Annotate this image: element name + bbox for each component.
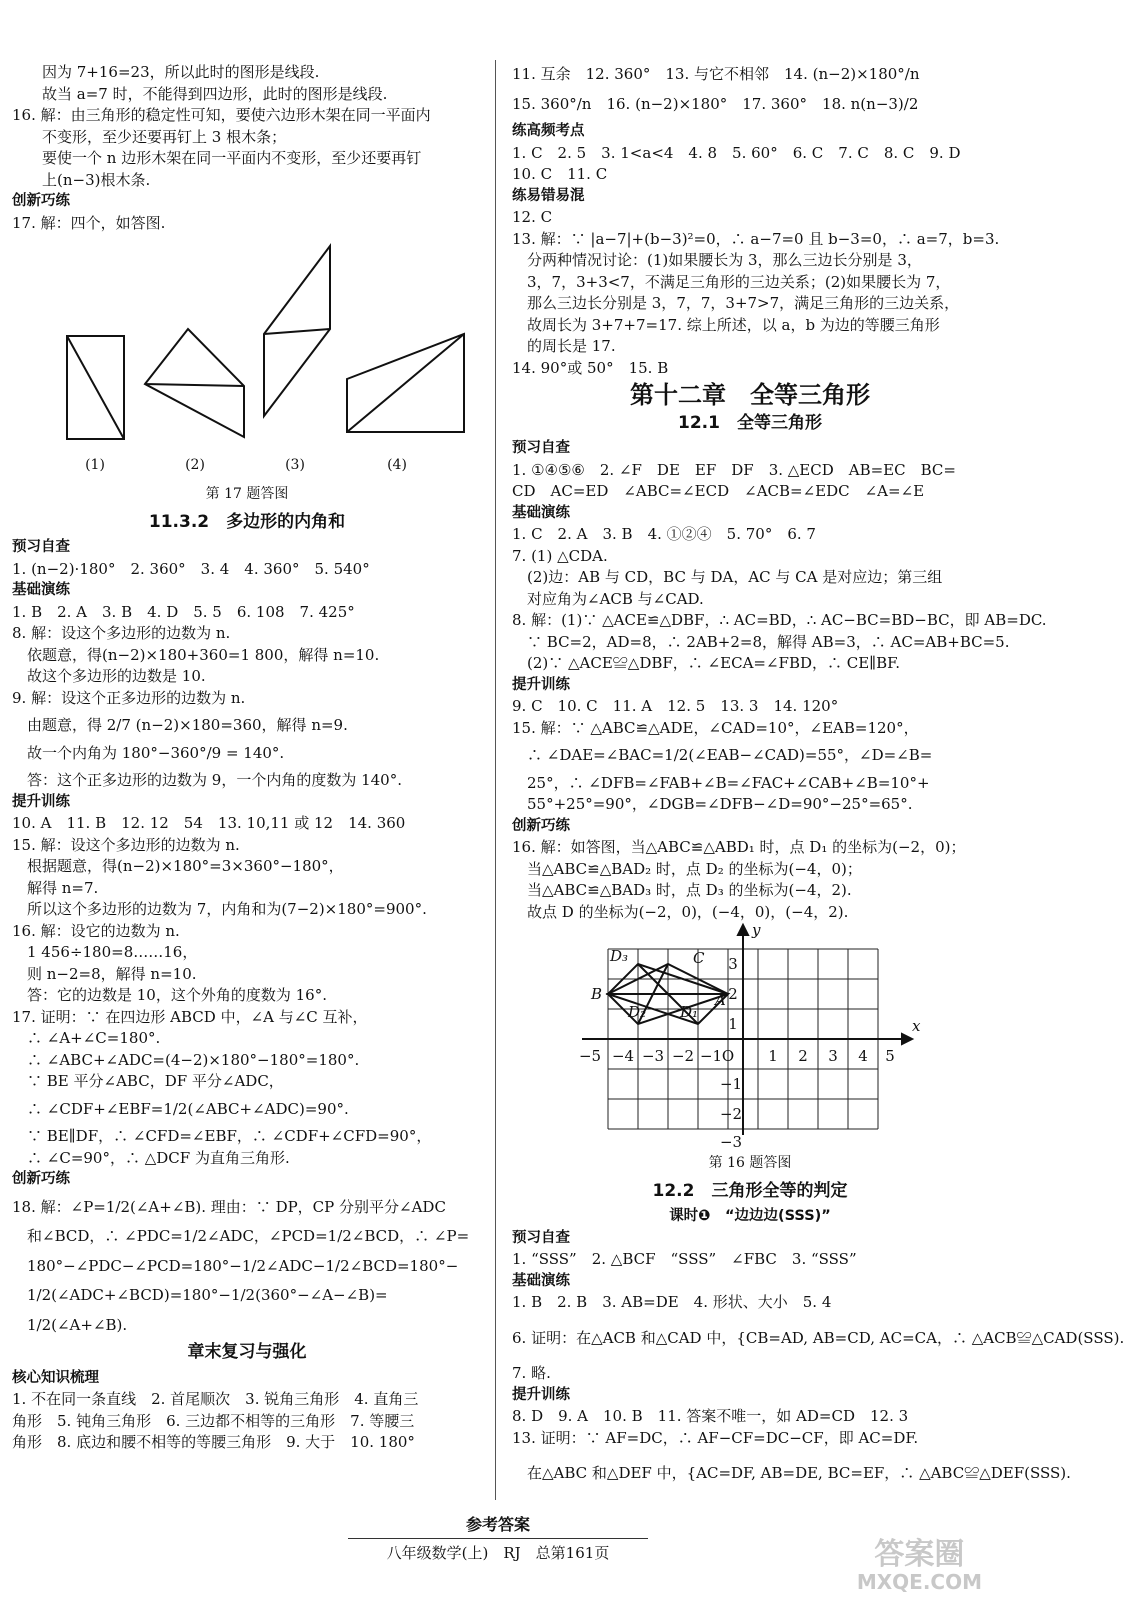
x-tick-label: 5 [885,1047,895,1065]
text-line: 8. 解：设这个多边形的边数为 n. [12,624,231,642]
x-axis-label: x [912,1017,921,1035]
footer-title: 参考答案 [465,1515,530,1534]
right-column [512,62,1124,1499]
point-label: C [693,949,705,967]
text-line: 依题意，得(n−2)×180+360=1 800，解得 n=10. [12,645,380,664]
text-line: 1. “SSS” 2. △BCF “SSS” ∠FBC 3. “SSS” [512,1250,857,1268]
text-line: 17. 证明：∵ 在四边形 ABCD 中，∠A 与∠C 互补， [12,1007,368,1026]
text-line: 10. C 11. C [512,165,608,183]
text-line: 3，7，3+3<7，不满足三角形的三边关系；(2)如果腰长为 7， [512,272,951,291]
text-line: 当△ABC≌△BAD₃ 时，点 D₃ 的坐标为(−4，2). [512,881,852,899]
text-line: 15. 360°/n 16. (n−2)×180° 17. 360° 18. n(n−3)/2 [512,94,919,113]
x-tick-label: −1 [699,1047,723,1065]
figure-16-caption: 第 16 题答图 [708,1155,792,1171]
text-line: 的周长是 17. [512,337,616,355]
x-tick-label: 4 [858,1047,868,1065]
text-line: 11. 互余 12. 360° 13. 与它不相邻 14. (n−2)×180°/n [512,65,920,83]
watermark-logo: 答案圈 [874,1537,965,1572]
text-line: ∵ BE 平分∠ABC，DF 平分∠ADC， [12,1072,284,1090]
text-line: 12. C [512,208,553,226]
column-divider [495,60,496,1500]
text-line: 18. 解：∠P=1/2(∠A+∠B). 理由：∵ DP，CP 分别平分∠ADC [12,1197,446,1216]
text-line: (2)边：AB 与 CD，BC 与 DA，AC 与 CA 是对应边；第三组 [512,568,943,586]
section-heading: 提升训练 [12,793,70,810]
y-tick-label: −1 [719,1075,743,1093]
figure-17-quadrilaterals [12,234,482,484]
shape-2 [145,329,244,437]
page-footer [0,1512,996,1563]
y-tick-label: 2 [728,985,738,1003]
point-label: A [715,991,726,1009]
text-line: 由题意，得 2/7 (n−2)×180=360，解得 n=9. [12,716,348,734]
text-line: 故一个内角为 180°−360°/9 = 140°. [12,743,285,762]
y-tick-label: −2 [719,1105,743,1123]
text-line: ∴ ∠ABC+∠ADC=(4−2)×180°−180°=180°. [12,1050,360,1069]
section-heading: 预习自查 [12,539,70,555]
text-line: 解得 n=7. [12,878,99,897]
text-line: ∵ BC=2，AD=8，∴ 2AB+2=8，解得 AB=3，∴ AC=AB+BC=5. [512,632,1010,651]
watermark [856,1537,982,1594]
y-tick-label: −3 [719,1133,743,1151]
section-title: 12.1 全等三角形 [678,412,822,433]
text-line: 故周长为 3+7+7=17. 综上所述，以 a，b 为边的等腰三角形 [512,315,940,334]
text-line: 7. 略. [512,1364,551,1382]
shape-4 [347,334,464,432]
text-line: 因为 7+16=23，所以此时的图形是线段. [12,63,320,81]
text-line: 180°−∠PDC−∠PCD=180°−1/2∠ADC−1/2∠BCD=180°− [12,1256,459,1275]
text-line: 角形 8. 底边和腰不相等的等腰三角形 9. 大于 10. 180° [12,1433,415,1451]
y-axis-arrow [738,925,748,935]
text-line: ∴ ∠A+∠C=180°. [12,1029,161,1047]
figure-17-caption: 第 17 题答图 [205,486,289,502]
section-heading: 基础演练 [12,582,70,598]
text-line: 17. 解：四个，如答图. [12,213,166,232]
text-line: 和∠BCD，∴ ∠PDC=1/2∠ADC，∠PCD=1/2∠BCD，∴ ∠P= [12,1227,470,1245]
section-heading: 提升训练 [512,676,570,693]
text-line: 14. 90°或 50° 15. B [512,358,669,377]
section-heading: 核心知识梳理 [12,1369,99,1386]
x-tick-label: −3 [641,1047,665,1065]
fig17-label: (4) [387,457,407,473]
point-label: D₂ [628,1003,647,1021]
text-line: 55°+25°=90°，∠DGB=∠DFB−∠D=90°−25°=65°. [512,795,913,813]
footer-rule [348,1538,648,1539]
left-column [12,62,482,1454]
text-line: 9. 解：设这个正多边形的边数为 n. [12,688,246,707]
text-line: 13. 证明：∵ AF=DC，∴ AF−CF=DC−CF，即 AC=DF. [512,1428,919,1447]
chapter-title: 第十二章 全等三角形 [630,381,870,409]
point-label: B [591,985,603,1003]
fig17-label: (1) [85,457,105,473]
point-label: D₃ [610,947,629,965]
text-line: 8. 解：(1)∵ △ACE≌△DBF，∴ AC=BD，∴ AC−BC=BD−BC，即 AB=DC. [512,611,1047,629]
text-line: 根据题意，得(n−2)×180°=3×360°−180°， [12,857,344,875]
text-line: 13. 解：∵ |a−7|+(b−3)²=0，∴ a−7=0 且 b−3=0，∴ a=7，b=3. [512,229,1000,248]
text-line: ∴ ∠CDF+∠EBF=1/2(∠ABC+∠ADC)=90°. [12,1099,349,1118]
text-line: 那么三边长分别是 3，7，7，3+7>7，满足三角形的三边关系， [512,294,960,312]
text-line: 1. C 2. 5 3. 1<a<4 4. 8 5. 60° 6. C 7. C 8. C 9. D [512,143,961,162]
origin-label: O [721,1047,735,1065]
x-tick-label: 3 [828,1047,838,1065]
text-line: 9. C 10. C 11. A 12. 5 13. 3 14. 120° [512,697,839,715]
text-line: 则 n−2=8，解得 n=10. [12,964,197,983]
text-line: ∵ BE∥DF，∴ ∠CFD=∠EBF，∴ ∠CDF+∠CFD=90°， [12,1127,432,1145]
text-line: 1/2(∠ADC+∠BCD)=180°−1/2(360°−∠A−∠B)= [12,1286,388,1304]
text-line: (2)∵ △ACE≌△DBF，∴ ∠ECA=∠FBD，∴ CE∥BF. [512,654,900,672]
text-line: 当△ABC≌△BAD₂ 时，点 D₂ 的坐标为(−4，0)； [512,859,862,878]
fig17-label: (2) [185,457,205,473]
y-tick-label: 3 [728,955,738,973]
x-tick-label: −2 [671,1047,695,1065]
text-line: 答：这个正多边形的边数为 9，一个内角的度数为 140°. [12,771,402,789]
watermark-url: MXQE.COM [856,1570,982,1594]
x-tick-label: 1 [768,1047,778,1065]
text-line: 16. 解：设它的边数为 n. [12,921,180,940]
footer-subtitle: 八年级数学(上) RJ 总第161页 [386,1544,610,1562]
text-line: ∴ ∠DAE=∠BAC=1/2(∠EAB−∠CAD)=55°，∠D=∠B= [512,746,933,764]
text-line: 上(n−3)根木条. [12,170,151,189]
text-line: CD AC=ED ∠ABC=∠ECD ∠ACB=∠EDC ∠A=∠E [512,482,925,500]
section-heading: 练易错易混 [512,187,585,204]
section-heading: 预习自查 [512,1229,570,1246]
section-heading: 基础演练 [512,504,570,521]
text-line: 8. D 9. A 10. B 11. 答案不唯一，如 AD=CD 12. 3 [512,1407,909,1425]
section-title: 12.2 三角形全等的判定 [652,1180,848,1201]
text-line: 25°，∴ ∠DFB=∠FAB+∠B=∠FAC+∠CAB+∠B=10°+ [512,773,930,792]
text-line: 16. 解：如答图，当△ABC≌△ABD₁ 时，点 D₁ 的坐标为(−2，0)； [512,838,966,856]
section-heading: 基础演练 [512,1272,570,1289]
section-heading: 提升训练 [512,1386,570,1403]
text-line: 要使一个 n 边形木架在同一平面内不变形，至少还要再钉 [12,149,422,167]
text-line: ∴ ∠C=90°，∴ △DCF 为直角三角形. [12,1148,290,1167]
text-line: 在△ABC 和△DEF 中，{AC=DF, AB=DE, BC=EF，∴ △ABC≌△DEF(SSS). [512,1464,1071,1482]
text-line: 15. 解：∵ △ABC≌△ADE，∠CAD=10°，∠EAB=120°， [512,718,919,737]
text-line: 分两种情况讨论：(1)如果腰长为 3，那么三边长分别是 3， [512,251,922,269]
y-tick-label: 1 [728,1015,738,1033]
text-line: 16. 解：由三角形的稳定性可知，要使六边形木架在同一平面内 [12,106,431,124]
section-title: 章末复习与强化 [187,1342,307,1362]
y-axis-label: y [752,921,761,939]
text-line: 1. ①④⑤⑥ 2. ∠F DE EF DF 3. △ECD AB=EC BC= [512,460,956,479]
point-label: D₁ [680,1003,699,1021]
text-line: 1. C 2. A 3. B 4. ①②④ 5. 70° 6. 7 [512,525,816,543]
x-tick-label: −4 [611,1047,635,1065]
text-line: 7. (1) △CDA. [512,546,608,565]
text-line: 答：它的边数是 10，这个外角的度数为 16°. [12,986,327,1004]
section-heading: 创新巧练 [12,193,70,209]
text-line: 角形 5. 钝角三角形 6. 三边都不相等的三角形 7. 等腰三 [12,1411,415,1430]
text-line: 1. B 2. A 3. B 4. D 5. 5 6. 108 7. 425° [12,602,355,621]
text-line: 对应角为∠ACB 与∠CAD. [512,589,704,608]
section-heading: 创新巧练 [12,1171,70,1187]
text-line: 6. 证明：在△ACB 和△CAD 中，{CB=AD, AB=CD, AC=CA，∴ △ACB≌△CAD(SSS). [512,1328,1124,1347]
shape-3 [264,246,330,416]
x-tick-label: −5 [578,1047,602,1065]
text-line: 故这个多边形的边数是 10. [12,667,206,685]
fig17-label: (3) [285,457,305,473]
section-heading: 练高频考点 [512,123,585,139]
text-line: 15. 解：设这个多边形的边数为 n. [12,835,240,854]
section-heading: 创新巧练 [512,817,570,834]
section-title: 11.3.2 多边形的内角和 [148,511,346,532]
text-line: 1/2(∠A+∠B). [12,1315,128,1334]
shape-1 [67,336,124,439]
x-tick-label: 2 [798,1047,808,1065]
section-heading: 预习自查 [512,440,570,456]
text-line: 1. 不在同一条直线 2. 首尾顺次 3. 锐角三角形 4. 直角三 [12,1390,419,1408]
text-line: 1. B 2. B 3. AB=DE 4. 形状、大小 5. 4 [512,1293,832,1311]
text-line: 1 456÷180=8……16， [12,943,198,961]
text-line: 1. (n−2)·180° 2. 360° 3. 4 4. 360° 5. 540° [12,559,370,578]
text-line: 所以这个多边形的边数为 7，内角和为(7−2)×180°=900°. [12,900,427,918]
text-line: 故当 a=7 时，不能得到四边形，此时的图形是线段. [12,84,388,103]
text-line: 故点 D 的坐标为(−2，0)，(−4，0)，(−4，2). [512,902,849,921]
text-line: 不变形，至少还要再钉上 3 根木条； [12,127,287,146]
lesson-subtitle: 课时❶ “边边边(SSS)” [669,1208,831,1224]
x-axis-arrow [902,1034,912,1044]
figure-16-coordinate-grid [512,923,988,1153]
text-line: 10. A 11. B 12. 12 54 13. 10,11 或 12 14. 360 [12,814,406,832]
